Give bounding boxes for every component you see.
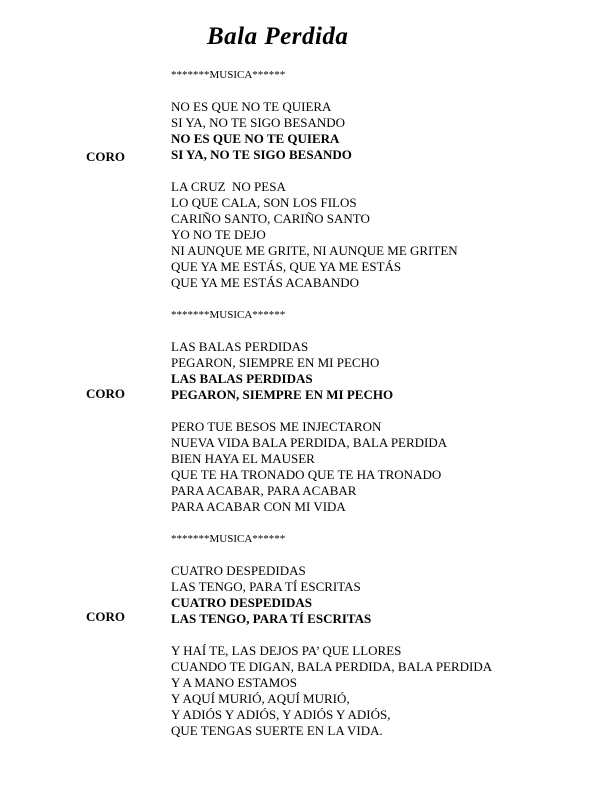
- lyric-line: NI AUNQUE ME GRITE, NI AUNQUE ME GRITEN: [171, 243, 458, 258]
- chorus-line: PEGARON, SIEMPRE EN MI PECHO: [171, 387, 394, 402]
- lyric-line: Y HAÍ TE, LAS DEJOS PA’ QUE LLORES: [171, 643, 402, 658]
- chorus-line: LAS TENGO, PARA TÍ ESCRITAS: [171, 611, 372, 626]
- coro-label-2: CORO: [86, 386, 125, 401]
- lyric-line: LAS TENGO, PARA TÍ ESCRITAS: [171, 579, 361, 594]
- musica-marker: *******MUSICA******: [171, 69, 286, 81]
- chorus-line: SI YA, NO TE SIGO BESANDO: [171, 147, 352, 162]
- lyric-line: NUEVA VIDA BALA PERDIDA, BALA PERDIDA: [171, 435, 448, 450]
- lyric-line: BIEN HAYA EL MAUSER: [171, 451, 315, 466]
- lyric-line: QUE TE HA TRONADO QUE TE HA TRONADO: [171, 467, 442, 482]
- lyric-line: PERO TUE BESOS ME INJECTARON: [171, 419, 382, 434]
- lyric-line: QUE TENGAS SUERTE EN LA VIDA.: [171, 723, 383, 738]
- lyric-line: SI YA, NO TE SIGO BESANDO: [171, 115, 346, 130]
- musica-marker: *******MUSICA******: [171, 309, 286, 321]
- lyric-line: LA CRUZ NO PESA: [171, 179, 286, 194]
- lyric-line: NO ES QUE NO TE QUIERA: [171, 99, 332, 114]
- lyric-line: YO NO TE DEJO: [171, 227, 266, 242]
- lyric-line: QUE YA ME ESTÁS, QUE YA ME ESTÁS: [171, 259, 402, 274]
- lyric-line: CARIÑO SANTO, CARIÑO SANTO: [171, 211, 370, 226]
- chorus-line: NO ES QUE NO TE QUIERA: [171, 131, 340, 146]
- lyrics-body: [171, 67, 492, 739]
- lyric-line: LAS BALAS PERDIDAS: [171, 339, 309, 354]
- lyric-line: Y AQUÍ MURIÓ, AQUÍ MURIÓ,: [171, 691, 350, 706]
- song-title: Bala Perdida: [207, 23, 349, 50]
- lyric-line: Y ADIÓS Y ADIÓS, Y ADIÓS Y ADIÓS,: [171, 707, 391, 722]
- lyric-line: CUANDO TE DIGAN, BALA PERDIDA, BALA PERDIDA: [171, 659, 493, 674]
- musica-marker: *******MUSICA******: [171, 533, 286, 545]
- lyric-line: PEGARON, SIEMPRE EN MI PECHO: [171, 355, 380, 370]
- lyric-line: PARA ACABAR, PARA ACABAR: [171, 483, 357, 498]
- lyric-line: Y A MANO ESTAMOS: [171, 675, 297, 690]
- lyric-line: QUE YA ME ESTÁS ACABANDO: [171, 275, 360, 290]
- lyric-line: LO QUE CALA, SON LOS FILOS: [171, 195, 357, 210]
- chorus-line: LAS BALAS PERDIDAS: [171, 371, 313, 386]
- coro-label-3: CORO: [86, 609, 125, 624]
- lyric-line: PARA ACABAR CON MI VIDA: [171, 499, 346, 514]
- coro-label-1: CORO: [86, 149, 125, 164]
- lyric-line: CUATRO DESPEDIDAS: [171, 563, 306, 578]
- chorus-line: CUATRO DESPEDIDAS: [171, 595, 312, 610]
